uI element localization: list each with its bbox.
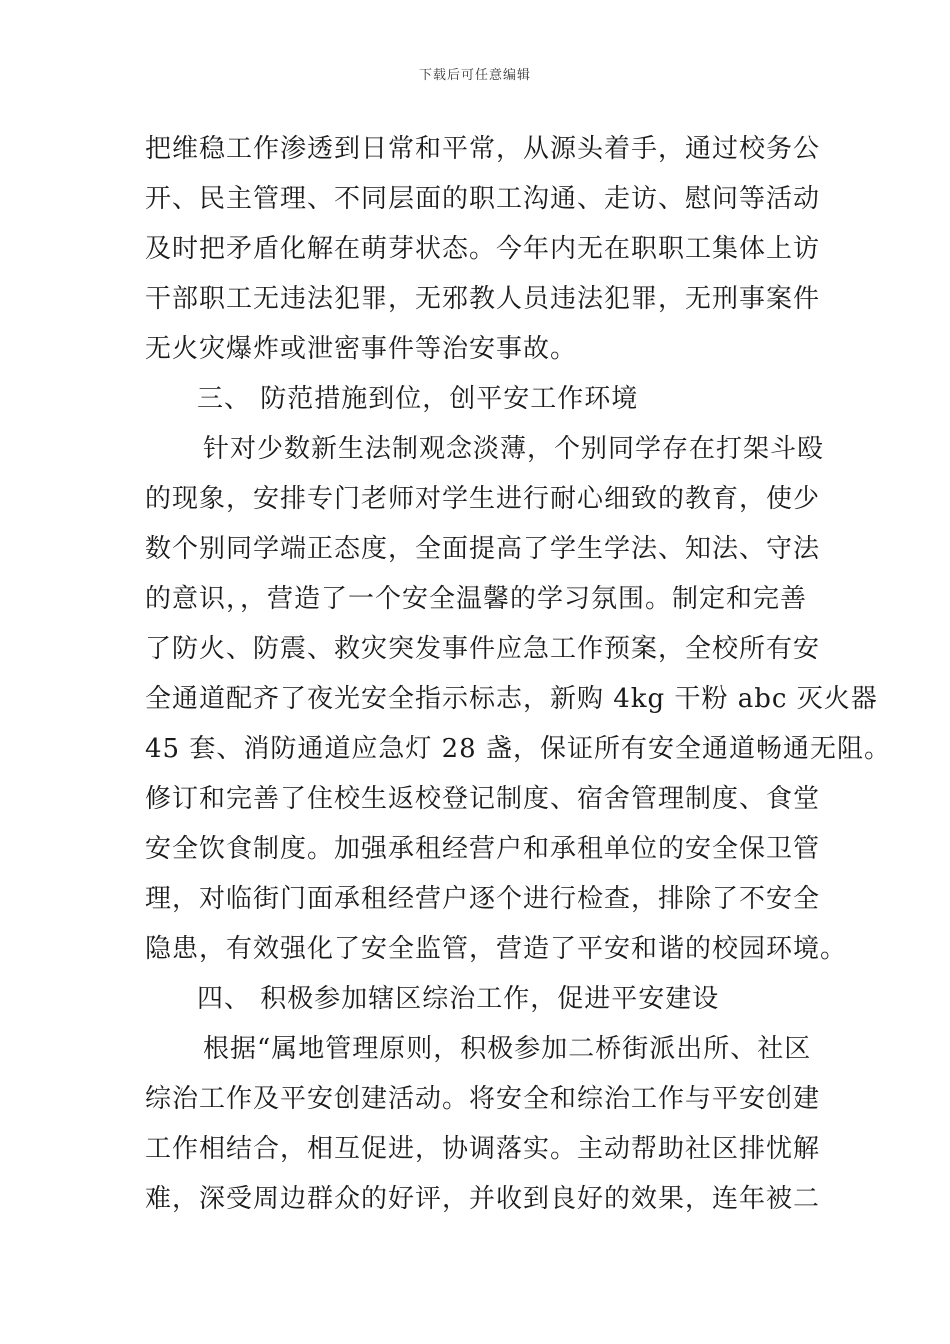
body-line: 把维稳工作渗透到日常和平常，从源头着手，通过校务公: [145, 134, 821, 164]
body-line: 理，对临街门面承租经营户逐个进行检查，排除了不安全: [145, 884, 821, 914]
body-line: 干部职工无违法犯罪，无邪教人员违法犯罪，无刑事案件: [145, 284, 821, 314]
body-line: 安全饮食制度。加强承租经营户和承租单位的安全保卫管: [145, 834, 821, 864]
body-line: 工作相结合，相互促进，协调落实。主动帮助社区排忧解: [145, 1134, 821, 1164]
paragraph-first-line: 根据“属地管理原则，积极参加二桥街派出所、社区: [203, 1034, 812, 1064]
body-line: 无火灾爆炸或泄密事件等治安事故。: [145, 334, 578, 364]
body-line: 的意识，，营造了一个安全温馨的学习氛围。制定和完善: [145, 584, 808, 614]
body-line: 难，深受周边群众的好评，并收到良好的效果，连年被二: [145, 1184, 821, 1214]
body-line: 数个别同学端正态度，全面提高了学生学法、知法、守法: [145, 534, 821, 564]
body-line: 修订和完善了住校生返校登记制度、宿舍管理制度、食堂: [145, 784, 821, 814]
body-line: 了防火、防震、救灾突发事件应急工作预案，全校所有安: [145, 634, 821, 664]
body-line: 及时把矛盾化解在萌芽状态。今年内无在职职工集体上访: [145, 234, 821, 264]
body-line: 开、民主管理、不同层面的职工沟通、走访、慰问等活动: [145, 184, 821, 214]
paragraph-first-line: 针对少数新生法制观念淡薄，个别同学存在打架斗殴: [203, 434, 825, 464]
page-header: 下载后可任意编辑: [418, 68, 531, 83]
body-line: 综治工作及平安创建活动。将安全和综治工作与平安创建: [145, 1084, 821, 1114]
body-line: 隐患，有效强化了安全监管，营造了平安和谐的校园环境。: [145, 934, 848, 964]
body-line: 的现象，安排专门老师对学生进行耐心细致的教育，使少: [145, 484, 821, 514]
body-line: 全通道配齐了夜光安全指示标志，新购 4kg 干粉 abc 灭火器: [145, 684, 878, 714]
body-line: 45 套、消防通道应急灯 28 盏，保证所有安全通道畅通无阻。: [145, 734, 891, 764]
document-body: [145, 124, 891, 1224]
section-heading-3: 三、 防范措施到位，创平安工作环境: [197, 384, 639, 414]
section-heading-4: 四、 积极参加辖区综治工作，促进平安建设: [197, 984, 720, 1014]
